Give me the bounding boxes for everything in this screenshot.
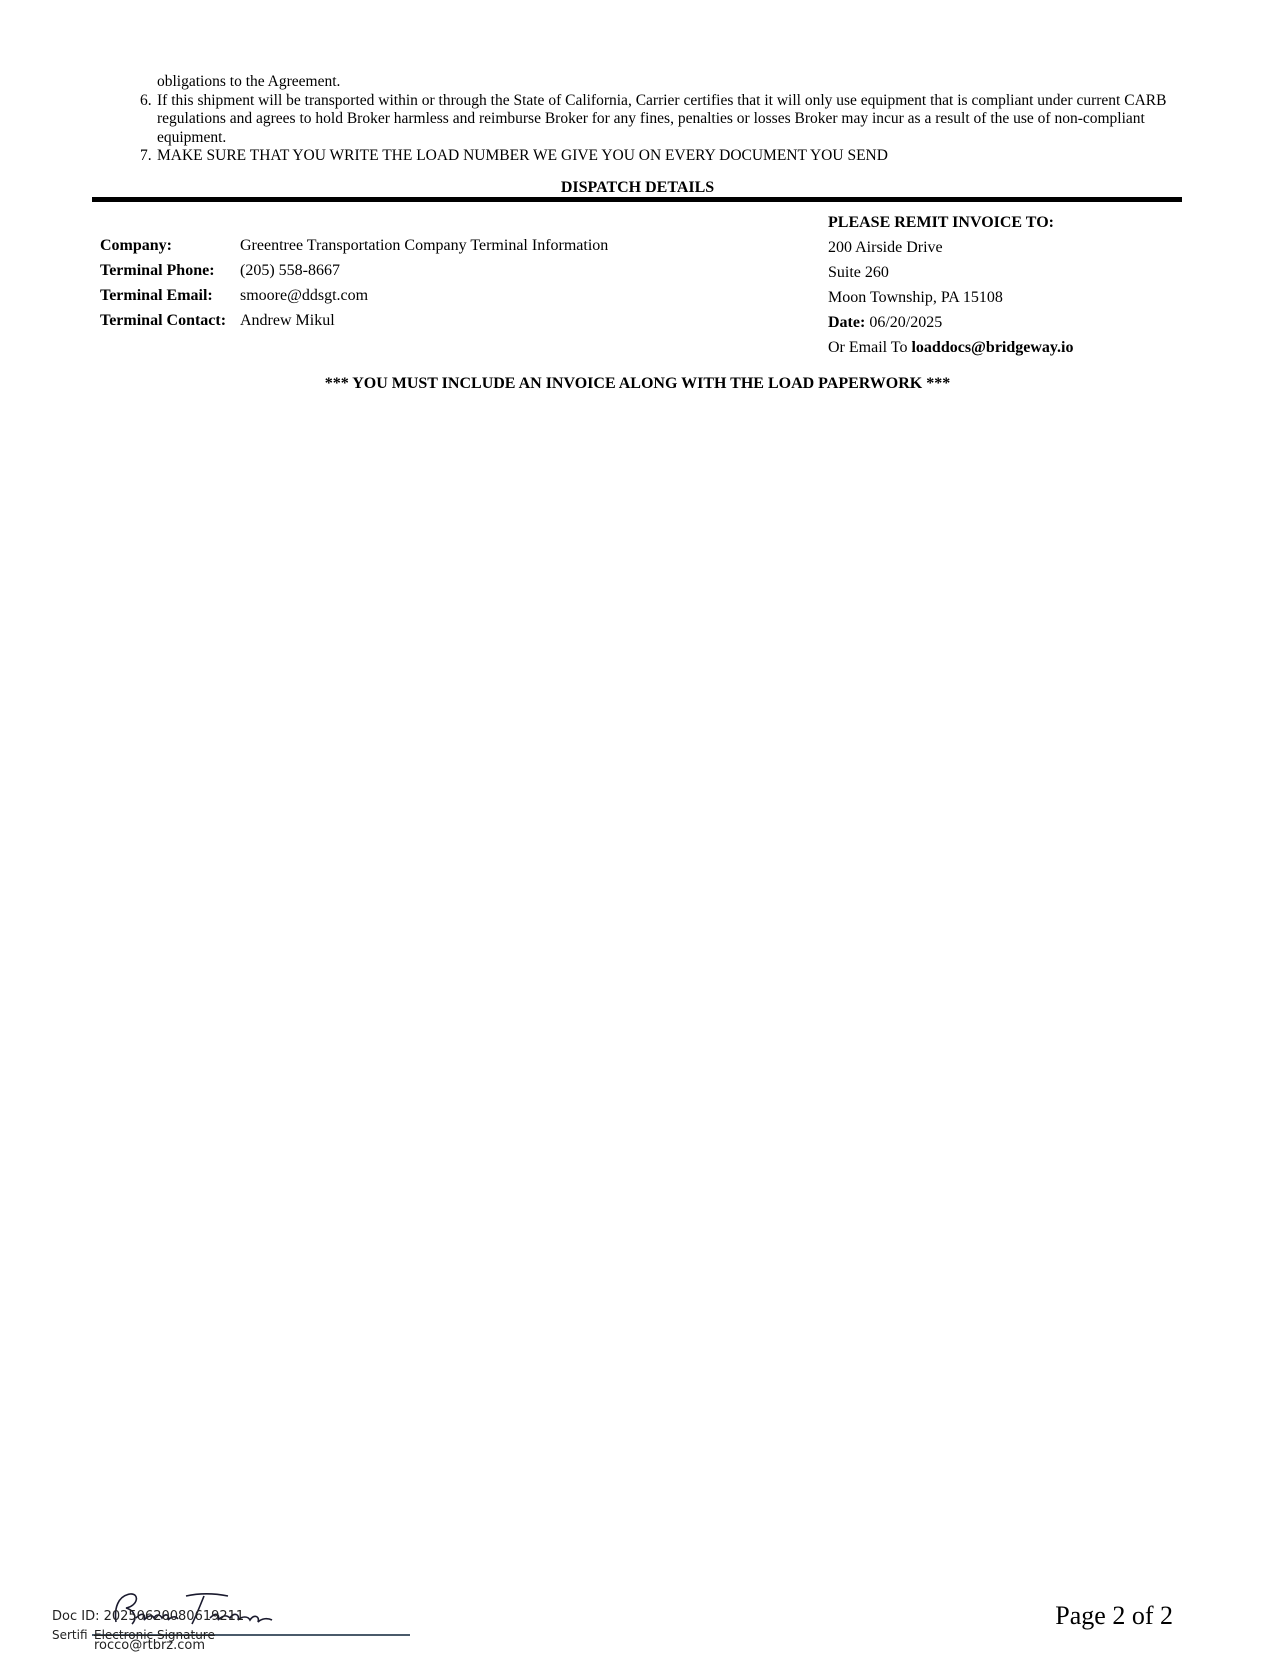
remit-email-link[interactable]: loaddocs@bridgeway.io xyxy=(911,339,1074,356)
terminal-email-row xyxy=(100,287,608,312)
section-divider xyxy=(92,197,1182,202)
term-number: 6. xyxy=(140,91,152,109)
terminal-phone-value: (205) 558-8667 xyxy=(240,262,340,279)
terminal-email-label: Terminal Email: xyxy=(100,287,213,304)
remit-email-prefix: Or Email To xyxy=(828,339,908,356)
term-item xyxy=(140,92,1170,148)
electronic-signature-label: Electronic Signature xyxy=(94,1628,215,1642)
terminal-contact-label: Terminal Contact: xyxy=(100,312,227,329)
term-text: If this shipment will be transported within or through the State of California, Carrier certifies that it will only use equipment that is compliant under current CARB regulations and agrees to hold Broker harmless and reimburse Broker for any fines, penalties or losses Broker may incur as a result of the use of non-compliant equipment. xyxy=(157,91,1167,146)
doc-id: Doc ID: 20250620080619211 xyxy=(52,1609,245,1624)
terminal-phone-row xyxy=(100,262,608,287)
remit-email-row xyxy=(828,339,1073,364)
remit-address-line3: Moon Township, PA 15108 xyxy=(828,289,1003,306)
remit-date-label: Date: xyxy=(828,314,866,331)
remit-date-row xyxy=(828,314,1073,339)
remit-address-line2: Suite 260 xyxy=(828,264,889,281)
signer-email: rocco@rtbrz.com xyxy=(94,1638,206,1653)
company-value: Greentree Transportation Company Terminal Information xyxy=(240,237,609,254)
terminal-contact-value: Andrew Mikul xyxy=(240,312,335,329)
remit-invoice-block xyxy=(828,214,1073,364)
term-text: MAKE SURE THAT YOU WRITE THE LOAD NUMBER WE GIVE YOU ON EVERY DOCUMENT YOU SEND xyxy=(157,147,888,164)
term-item xyxy=(140,147,1170,166)
page-number: Page 2 of 2 xyxy=(1055,1601,1173,1630)
invoice-notice: *** YOU MUST INCLUDE AN INVOICE ALONG WITH THE LOAD PAPERWORK *** xyxy=(324,375,951,392)
terminal-phone-label: Terminal Phone: xyxy=(100,262,215,279)
terms-continuation: obligations to the Agreement. xyxy=(157,73,341,90)
company-label: Company: xyxy=(100,237,173,254)
terminal-email-value: smoore@ddsgt.com xyxy=(240,287,369,304)
remit-heading: PLEASE REMIT INVOICE TO: xyxy=(828,214,1054,231)
remit-date-value: 06/20/2025 xyxy=(869,314,943,331)
dispatch-details-title: DISPATCH DETAILS xyxy=(560,179,715,196)
term-number: 7. xyxy=(140,147,152,164)
company-row xyxy=(100,237,608,262)
terminal-info xyxy=(100,237,608,337)
sertifi-label: Sertifi xyxy=(52,1628,88,1642)
terminal-contact-row xyxy=(100,312,608,337)
remit-address-line1: 200 Airside Drive xyxy=(828,239,943,256)
terms-list xyxy=(140,73,1170,166)
